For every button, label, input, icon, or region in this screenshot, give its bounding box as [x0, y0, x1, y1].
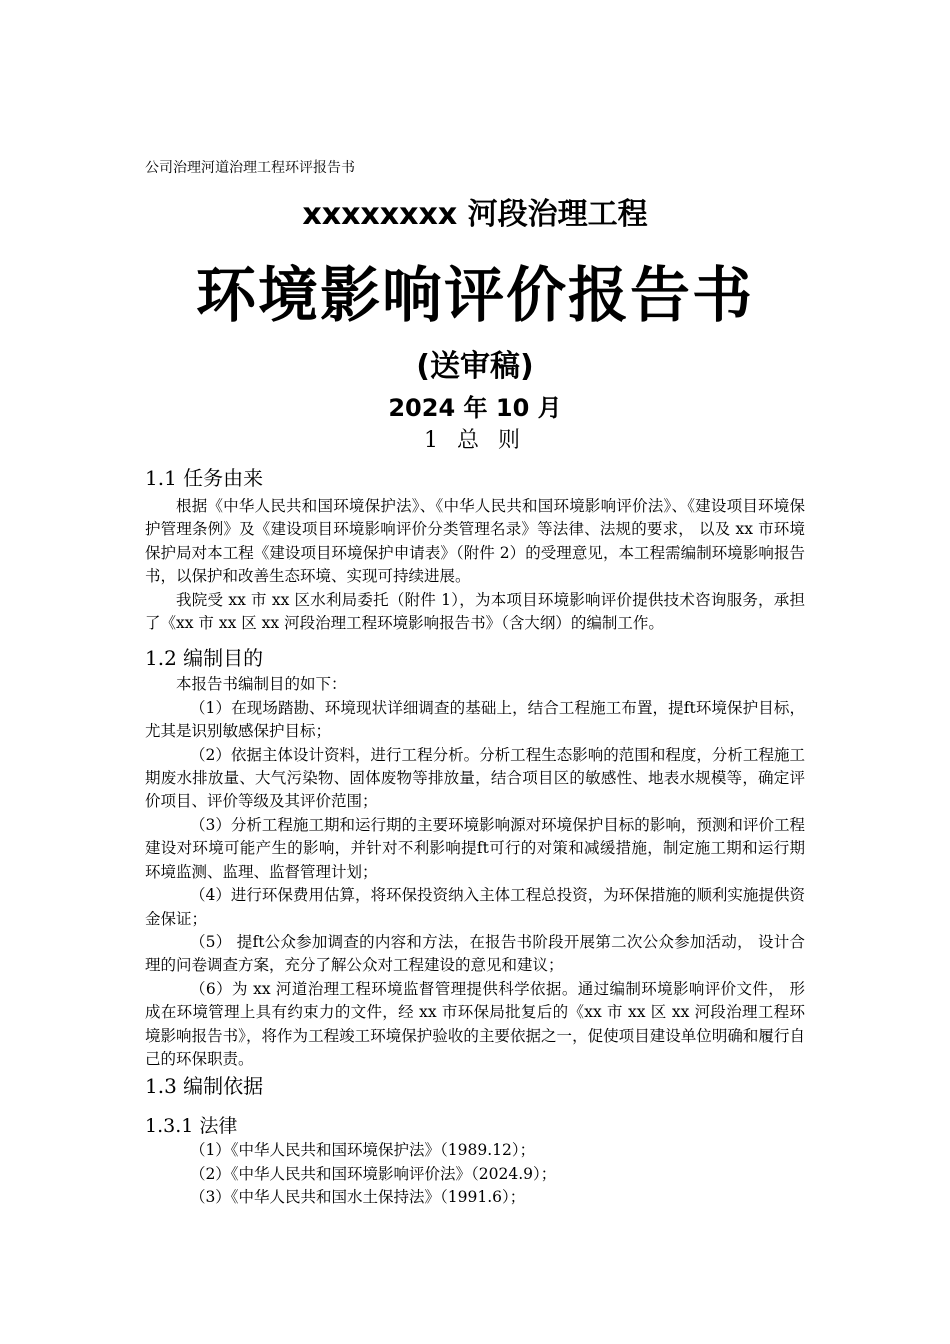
list-paragraph: （4）进行环保费用估算，将环保投资纳入主体工程总投资，为环保措施的顺利实施提供资金保证； — [145, 886, 805, 928]
list-paragraph: （1）在现场踏勘、环境现状详细调查的基础上，结合工程施工布置，提ft环境保护目标，尤其是识别敏感保护目标； — [145, 698, 805, 741]
law-item: （1）《中华人民共和国环境保护法》（1989.12）； — [189, 1141, 536, 1160]
project-name: xxxxxxxx 河段治理工程 — [302, 197, 648, 232]
law-item: （2）《中华人民共和国环境影响评价法》（2024.9）； — [189, 1164, 557, 1183]
running-header: 公司治理河道治理工程环评报告书 — [145, 160, 355, 176]
report-date: 2024 年 10 月 — [388, 394, 562, 422]
subsection-heading: 1.3.1 法律 — [145, 1115, 238, 1138]
section-heading: 1.2 编制目的 — [145, 646, 264, 671]
list-paragraph: （2）依据主体设计资料，进行工程分析。分析工程生态影响的范围和程度，分析工程施工期废水排放量、大气污染物、固体废物等排放量，结合项目区的敏感性、地表水规模等，确定评价项目、评价等级及其评价范围； — [145, 745, 805, 811]
list-paragraph: （6）为 xx 河道治理工程环境监督管理提供科学依据。通过编制环境影响评价文件， 形成在环境管理上具有约束力的文件，经 xx 市环保局批复后的《xx 市 xx 区 xx 河段治理工程环境影响报告书》，将作为工程竣工环境保护验收的主要依据之一，促使项目建设单位明确和履行自己的环保职责。 — [145, 979, 805, 1068]
list-paragraph: （5） 提ft公众参加调查的内容和方法，在报告书阶段开展第二次公众参加活动， 设计合理的问卷调查方案，充分了解公众对工程建设的意见和建议； — [145, 932, 805, 975]
report-title: 环境影响评价报告书 — [196, 261, 754, 331]
law-item: （3）《中华人民共和国水土保持法》（1991.6）； — [189, 1188, 526, 1207]
draft-note: (送审稿) — [416, 349, 534, 384]
chapter-title: 1 总 则 — [424, 428, 526, 453]
document-body — [145, 465, 805, 1210]
section-1-2 — [145, 645, 805, 1071]
section-1-3 — [145, 1073, 805, 1209]
section-heading: 1.1 任务由来 — [145, 466, 264, 490]
paragraph: 我院受 xx 市 xx 区水利局委托（附件 1），为本项目环境影响评价提供技术咨询服务，承担了《xx 市 xx 区 xx 河段治理工程环境影响报告书》（含大纲）的编制工作。 — [145, 590, 805, 633]
section-heading: 1.3 编制依据 — [145, 1074, 264, 1099]
paragraph: 根据《中华人民共和国环境保护法》、《中华人民共和国环境影响评价法》、《建设项目环境保护管理条例》及《建设项目环境影响评价分类管理名录》等法律、法规的要求， 以及 xx 市环境保护局对本工程《建设项目环境保护申请表》（附件 2）的受理意见，本工程需编制环境影响报告书，以保护和改善生态环境、实现可持续进展。 — [145, 497, 805, 586]
section-1-1 — [145, 465, 805, 635]
paragraph: 本报告书编制目的如下： — [176, 675, 347, 694]
list-paragraph: （3）分析工程施工期和运行期的主要环境影响源对环境保护目标的影响，预测和评价工程建设对环境可能产生的影响，并针对不利影响提ft可行的对策和减缓措施，制定施工期和运行期环境监测、监理、监督管理计划； — [145, 815, 805, 881]
